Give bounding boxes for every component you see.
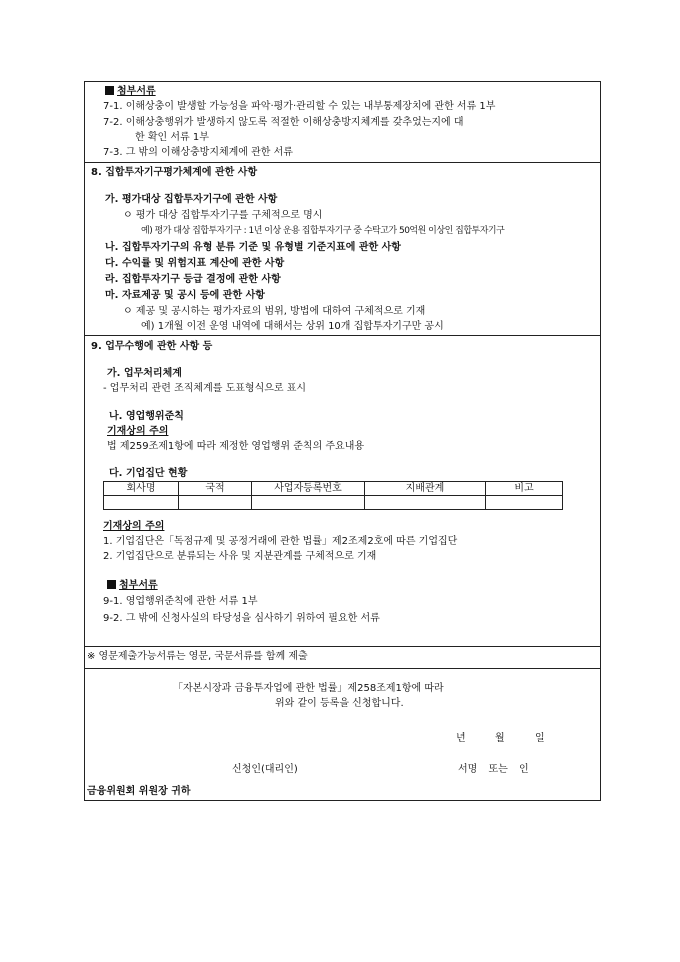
table-header-cell: 지배관계 [365, 482, 486, 496]
attachment-item: 7-1. 이해상충이 발생할 가능성을 파악·평가·관리할 수 있는 내부통제장치에 관한 서류 1부 [103, 101, 496, 112]
table-cell [252, 496, 365, 510]
section-9 [85, 335, 600, 646]
section-9-ga: 가. 업무처리체계 [107, 368, 182, 379]
signature-label: 서명 또는 인 [458, 764, 529, 775]
table-header-cell: 비고 [486, 482, 563, 496]
closing-line-2: 위와 같이 등록을 신청합니다. [275, 698, 404, 709]
closing-section [85, 668, 600, 800]
section-8-na: 나. 집합투자기구의 유형 분류 기준 및 유형별 기준지표에 관한 사항 [105, 242, 401, 253]
note-heading: 기재상의 주의 [107, 426, 169, 437]
section-9-na-note: 법 제259조제1항에 따라 제정한 영업행위 준칙의 주요내용 [107, 441, 365, 452]
table-cell [179, 496, 252, 510]
attachments-heading: 첨부서류 [107, 579, 158, 593]
table-cell [104, 496, 179, 510]
section-8-ga-example: 예) 평가 대상 집합투자기구 : 1년 이상 운용 집합투자기구 중 수탁고가 50억원 이상인 집합투자기구 [141, 226, 505, 236]
note-item: 1. 기업집단은「독점규제 및 공정거래에 관한 법률」제2조제2호에 따른 기업집단 [103, 536, 458, 547]
english-note-section [85, 646, 600, 668]
table-header-cell: 국적 [179, 482, 252, 496]
black-square-icon [105, 86, 114, 95]
attachment-item: 9-2. 그 밖에 신청사실의 타당성을 심사하기 위하여 필요한 서류 [103, 613, 380, 624]
black-square-icon [107, 580, 116, 589]
applicant-label: 신청인(대리인) [232, 764, 298, 775]
section-8-ma-example: 예) 1개월 이전 운영 내역에 대해서는 상위 10개 집합투자기구만 공시 [141, 321, 444, 332]
attachments-heading: 첨부서류 [105, 85, 156, 99]
section-8 [85, 162, 600, 335]
corporate-group-table [103, 481, 563, 510]
section-9-title: 9. 업무수행에 관한 사항 등 [91, 341, 213, 352]
section-8-ga-item: ㅇ 평가 대상 집합투자기구를 구체적으로 명시 [123, 210, 323, 221]
closing-line-1: 「자본시장과 금융투자업에 관한 법률」제258조제1항에 따라 [173, 683, 444, 694]
addressee: 금융위원회 위원장 귀하 [87, 786, 191, 797]
table-cell [365, 496, 486, 510]
attachment-item-continued: 한 확인 서류 1부 [135, 132, 209, 143]
section-8-ma-item: ㅇ 제공 및 공시하는 평가자료의 범위, 방법에 대하여 구체적으로 기재 [123, 306, 426, 317]
table-row [104, 496, 563, 510]
note-heading: 기재상의 주의 [103, 521, 165, 532]
section-8-ra: 라. 집합투자기구 등급 결정에 관한 사항 [105, 274, 281, 285]
english-note: ※ 영문제출가능서류는 영문, 국문서류를 함께 제출 [87, 651, 308, 662]
date-day: 일 [535, 733, 545, 744]
table-header-cell: 사업자등록번호 [252, 482, 365, 496]
note-item: 2. 기업집단으로 분류되는 사유 및 지분관계를 구체적으로 기재 [103, 551, 377, 562]
registration-form [84, 81, 601, 801]
section-9-da: 다. 기업집단 현황 [109, 468, 188, 479]
attachment-item: 7-2. 이해상충행위가 발생하지 않도록 적절한 이해상충방지체계를 갖추었는지에 대 [103, 117, 464, 128]
attachment-item: 7-3. 그 밖의 이해상충방지체계에 관한 서류 [103, 147, 293, 158]
attachment-item: 9-1. 영업행위준칙에 관한 서류 1부 [103, 596, 258, 607]
table-cell [486, 496, 563, 510]
section-9-na: 나. 영업행위준칙 [109, 411, 184, 422]
section-8-da: 다. 수익률 및 위험지표 계산에 관한 사항 [105, 258, 285, 269]
section-8-ma: 마. 자료제공 및 공시 등에 관한 사항 [105, 290, 265, 301]
table-header-row [104, 482, 563, 496]
attachments-section-7 [85, 82, 600, 162]
section-8-title: 8. 집합투자기구평가체계에 관한 사항 [91, 167, 258, 178]
date-year: 년 [456, 733, 466, 744]
date-month: 월 [495, 733, 505, 744]
table-header-cell: 회사명 [104, 482, 179, 496]
section-9-ga-item: - 업무처리 관련 조직체계를 도표형식으로 표시 [103, 383, 307, 394]
section-8-ga: 가. 평가대상 집합투자기구에 관한 사항 [105, 194, 278, 205]
